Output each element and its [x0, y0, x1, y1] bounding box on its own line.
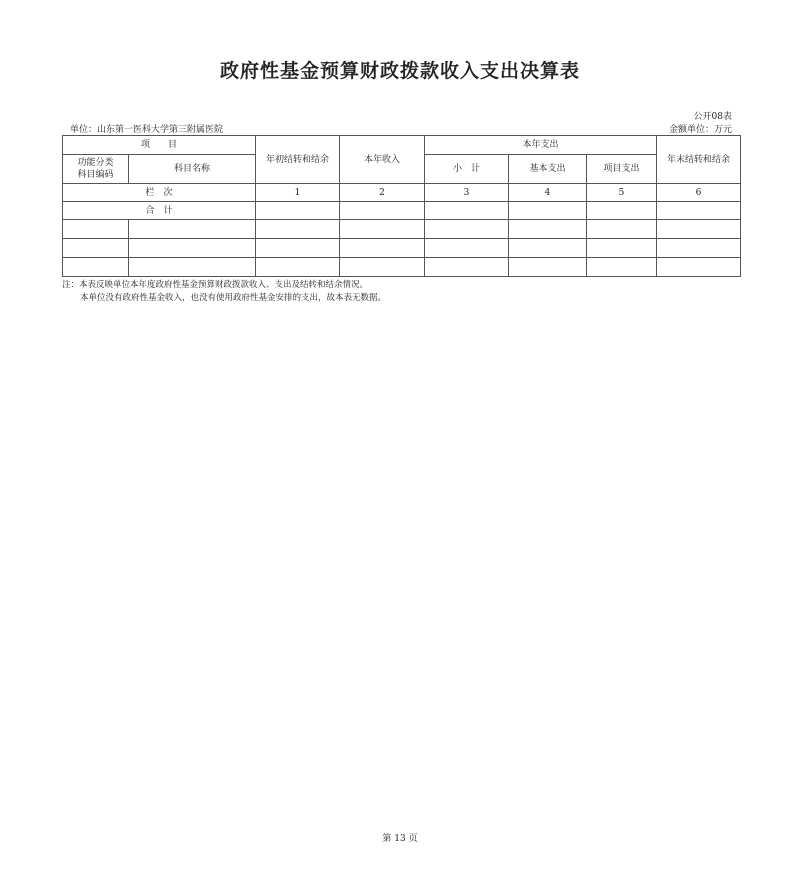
table-cell [509, 202, 587, 220]
note-line: 注：本表反映单位本年度政府性基金预算财政拨款收入、支出及结转和结余情况。 [62, 280, 369, 290]
table-cell [129, 239, 256, 258]
column-number-row [63, 184, 741, 202]
page-number: 第 13 页 [382, 834, 418, 844]
table-cell [657, 202, 741, 220]
table-cell [340, 220, 425, 239]
table-cell [63, 239, 129, 258]
table-cell [587, 220, 657, 239]
note-line: 本单位没有政府性基金收入，也没有使用政府性基金安排的支出，故本表无数据。 [80, 293, 387, 303]
table-row [63, 258, 741, 277]
table-row [63, 239, 741, 258]
total-row [63, 202, 741, 220]
table-row [63, 220, 741, 239]
table-cell [256, 239, 340, 258]
column-number: 1 [256, 184, 340, 202]
column-number: 6 [657, 184, 741, 202]
table-cell [425, 239, 509, 258]
table-cell [657, 239, 741, 258]
header-project-exp: 项目支出 [587, 155, 657, 184]
table-cell [509, 220, 587, 239]
table-cell [340, 239, 425, 258]
column-number: 3 [425, 184, 509, 202]
table-notes [62, 279, 386, 305]
table-cell [129, 220, 256, 239]
table-cell [657, 220, 741, 239]
table-cell [657, 258, 741, 277]
header-expenditure: 本年支出 [425, 136, 657, 155]
header-closing-balance: 年末结转和结余 [657, 136, 741, 184]
table-cell [425, 220, 509, 239]
fund-table [62, 135, 741, 277]
table-cell [256, 202, 340, 220]
header-income: 本年收入 [340, 136, 425, 184]
header-row-1 [63, 136, 741, 155]
column-number: 4 [509, 184, 587, 202]
header-basic-exp: 基本支出 [509, 155, 587, 184]
page-title: 政府性基金预算财政拨款收入支出决算表 [219, 60, 580, 82]
table-cell [509, 239, 587, 258]
table-cell [129, 258, 256, 277]
header-opening-balance: 年初结转和结余 [256, 136, 340, 184]
table-cell [425, 258, 509, 277]
table-cell [340, 202, 425, 220]
table-cell [256, 258, 340, 277]
column-number: 5 [587, 184, 657, 202]
header-subject-name: 科目名称 [129, 155, 256, 184]
reporting-unit: 单位：山东第一医科大学第三附属医院 [70, 125, 224, 135]
table-cell [63, 220, 129, 239]
table-cell [587, 202, 657, 220]
form-number: 公开08表 [693, 112, 732, 122]
header-item: 项 目 [63, 136, 256, 155]
column-row-label: 栏 次 [63, 184, 256, 202]
header-subtotal: 小 计 [425, 155, 509, 184]
table-cell [63, 258, 129, 277]
header-func-code: 功能分类 科目编码 [63, 155, 129, 184]
table-cell [256, 220, 340, 239]
table-cell [340, 258, 425, 277]
total-label: 合 计 [63, 202, 256, 220]
column-number: 2 [340, 184, 425, 202]
table-cell [425, 202, 509, 220]
amount-unit: 金额单位：万元 [668, 125, 732, 135]
table-cell [509, 258, 587, 277]
table-cell [587, 258, 657, 277]
table-cell [587, 239, 657, 258]
